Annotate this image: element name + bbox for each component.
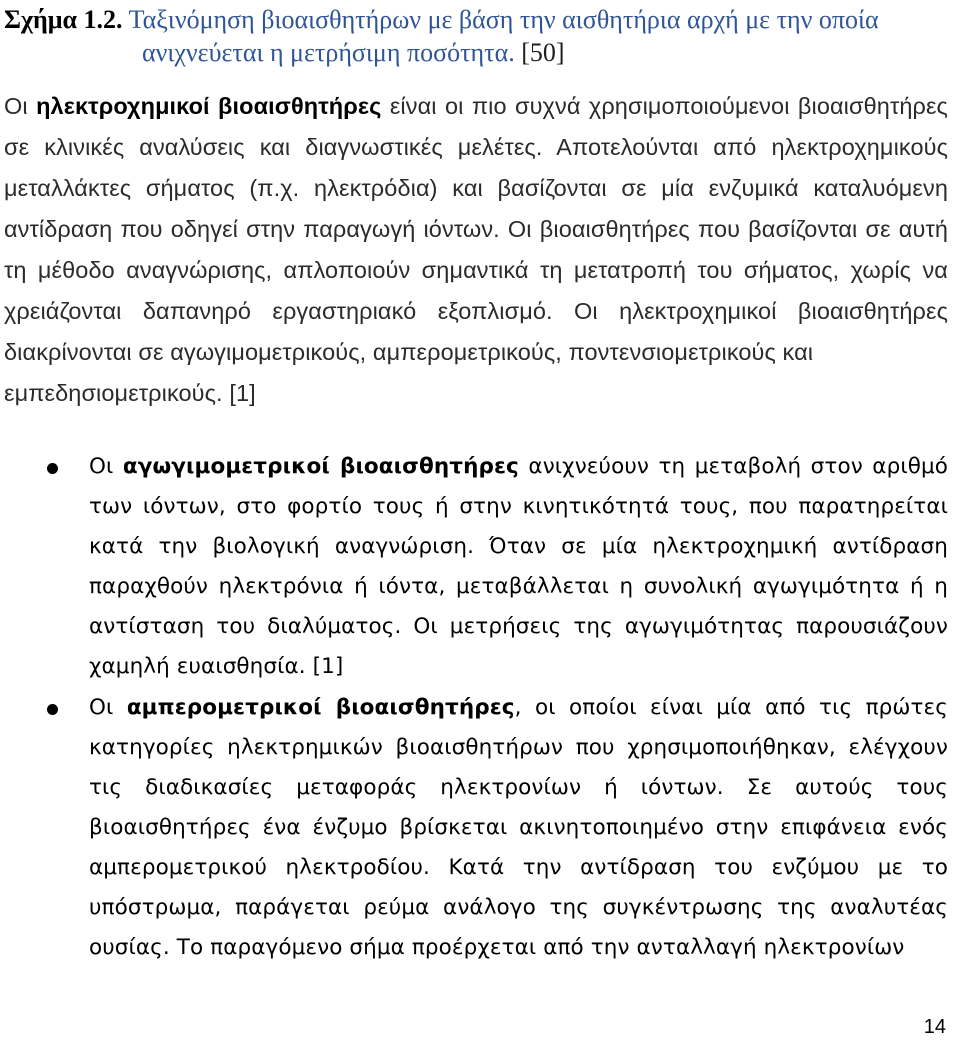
intro-text-body: είναι οι πιο συχνά χρησιμοποιούμενοι βιοαισθητήρες σε κλινικές αναλύσεις και διαγνωστικές μελέτες. Αποτελούνται από ηλεκτροχημικούς μεταλλάκτες σήματος (π.χ. ηλεκτρόδια) και βασίζονται σε μία ενζυμικά καταλυόμενη αντίδραση που οδηγεί στην παραγωγή ιόντων. Οι βιοαισθητήρες που βασίζονται σε αυτή τη μέθοδο αναγνώρισης, απλοποιούν σημαντικά τη μετατροπή του σήματος, χωρίς να χρειάζονται δαπανηρό εργαστηριακό εξοπλισμό. Οι ηλεκτροχημικοί βιοαισθητήρες διακρίνονται σε αγωγιμομετρικούς, αμπερομετρικούς, ποντενσιομετρικούς και xyxy=(4,93,948,365)
bullet-prefix: Οι xyxy=(89,454,123,479)
caption-text-line1: Ταξινόμηση βιοαισθητήρων με βάση την αισθητήρια αρχή με την οποία xyxy=(128,5,879,34)
bullet-prefix: Οι xyxy=(89,695,127,720)
caption-label: Σχήμα 1.2. xyxy=(4,5,123,34)
intro-text-start: Οι xyxy=(4,93,37,119)
figure-caption xyxy=(4,0,948,69)
bullet-text: , οι οποίοι είναι μία από τις πρώτες κατηγορίες ηλεκτρημικών βιοαισθητήρων που χρησιμοποιήθηκαν, ελέγχουν τις διαδικασίες μεταφοράς ηλεκτρονίων ή ιόντων. Σε αυτούς τους βιοαισθητήρες ένα ένζυμο βρίσκεται ακινητοποιημένο στην επιφάνεια ενός αμπερομετρικού ηλεκτροδίου. Κατά την αντίδραση του ενζύμου με το υπόστρωμα, παράγεται ρεύμα ανάλογο της συγκέντρωσης της αναλυτέας ουσίας. Το παραγόμενο σήμα προέρχεται από την ανταλλαγή ηλεκτρονίων xyxy=(89,695,948,960)
sensor-type-list xyxy=(4,447,948,968)
list-item xyxy=(4,447,948,687)
bullet-bold-term: αγωγιμομετρικοί βιοαισθητήρες xyxy=(122,454,519,479)
intro-bold-term: ηλεκτροχημικοί βιοαισθητήρες xyxy=(36,93,382,119)
intro-paragraph xyxy=(4,86,948,414)
bullet-icon xyxy=(47,704,58,715)
bullet-bold-term: αμπερομετρικοί βιοαισθητήρες xyxy=(126,695,515,720)
page-number: 14 xyxy=(923,1016,946,1038)
bullet-text: ανιχνεύουν τη μεταβολή στον αριθμό των ιόντων, στο φορτίο τους ή στην κινητικότητά τους, που παρατηρείται κατά την βιολογική αναγνώριση. Όταν σε μία ηλεκτροχημική αντίδραση παραχθούν ηλεκτρόνια ή ιόντα, μεταβάλλεται η συνολική αγωγιμότητα ή η αντίσταση του διαλύματος. Οι μετρήσεις της αγωγιμότητας παρουσιάζουν χαμηλή ευαισθησία. xyxy=(89,454,948,679)
caption-reference: [50] xyxy=(521,38,565,67)
intro-reference: [1] xyxy=(229,380,256,406)
bullet-icon xyxy=(47,463,58,474)
bullet-reference: [1] xyxy=(312,654,344,679)
caption-text-line2: ανιχνεύεται η μετρήσιμη ποσότητα. xyxy=(142,38,515,67)
intro-text-end: εμπεδησιομετρικούς. xyxy=(4,380,223,406)
list-item xyxy=(4,688,948,968)
